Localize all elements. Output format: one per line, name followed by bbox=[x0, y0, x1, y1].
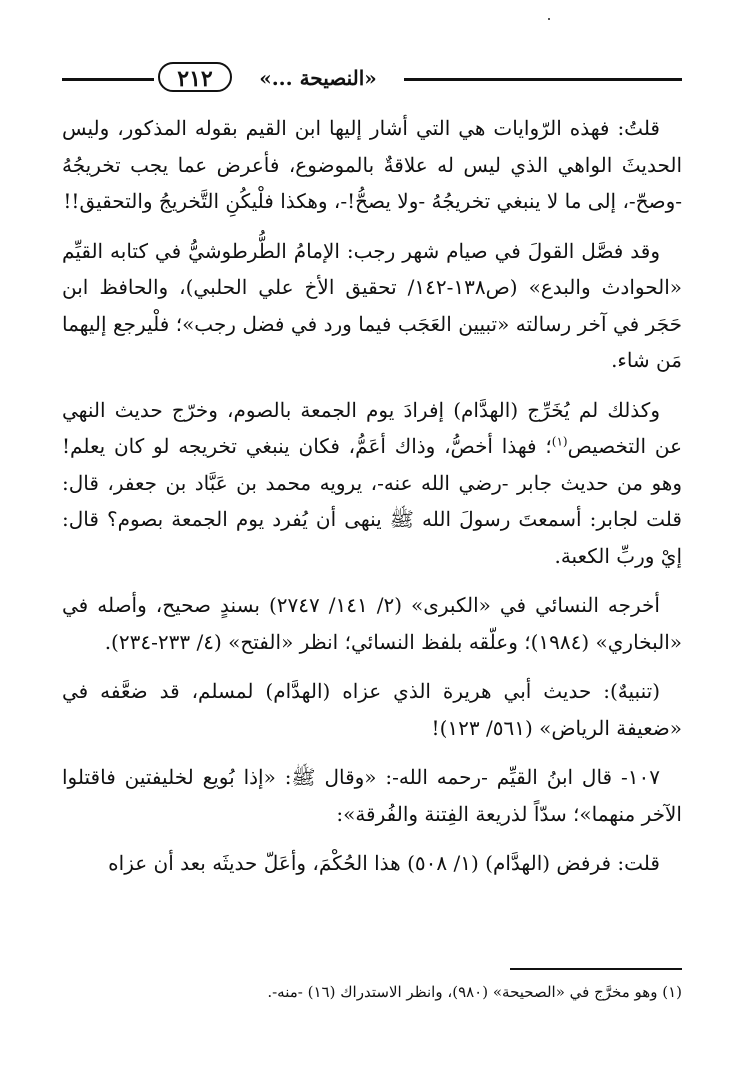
paragraph-2 bbox=[62, 233, 682, 379]
paragraph-3-text-start: وكذلك لم يُخَرِّج (الهدَّام) إفرادَ يوم الجمعة بالصوم، وخرّج حديث النهي عن التخصيص bbox=[62, 397, 682, 458]
paragraph-3 bbox=[62, 392, 682, 575]
running-title: «النصيحة ...» bbox=[259, 66, 377, 90]
page-header bbox=[62, 62, 682, 96]
header-rule-left bbox=[62, 78, 154, 81]
paragraph-2-text: وقد فصَّل القولَ في صيام شهر رجب: الإمامُ الطُّرطوشيُّ في كتابه القيِّم «الحوادث والبدع» (ص١٣٨-١٤٢/ تحقيق الأخ علي الحلبي)، والحافظ ابن حَجَر في آخر رسالته «تبيين العَجَب فيما ورد في فضل رجب»؛ فلْيرجع إليهما مَن شاء. bbox=[62, 238, 682, 372]
paragraph-1-text: قلتُ: فهذه الرّوايات هي التي أشار إليها ابن القيم بقوله المذكور، وليس الحديثَ الواهي الذي ليس له علاقةٌ بالموضوع، فأعرض عما يجب تخريجُهُ -وصحّ-، إلى ما لا ينبغي تخريجُهُ -ولا يصحُّ!-، وهكذا فلْيكُنِ التَّخريجُ والتحقيق!! bbox=[62, 116, 682, 213]
print-speck bbox=[548, 18, 550, 20]
paragraph-5 bbox=[62, 673, 682, 746]
page-number: ٢١٢ bbox=[158, 62, 232, 92]
paragraph-4 bbox=[62, 587, 682, 660]
paragraph-4-text: أخرجه النسائي في «الكبرى» (٢/ ١٤١/ ٢٧٤٧) بسندٍ صحيح، وأصله في «البخاري» (١٩٨٤)؛ وعلّقه بلفظ النسائي؛ انظر «الفتح» (٤/ ٢٣٣-٢٣٤). bbox=[62, 593, 682, 654]
paragraph-7-text: قلت: فرفض (الهدَّام) (١/ ٥٠٨) هذا الحُكْمَ، وأعَلّ حديثَه بعد أن عزاه bbox=[108, 851, 660, 875]
paragraph-3-text-end: ؛ فهذا أخصُّ، وذاك أعَمُّ، فكان ينبغي تخريجه لو كان يعلم! وهو من حديث جابر -رضي الله عنه-، يرويه محمد بن عَبَّاد بن جعفر، قال: قلت لجابر: أسمعتَ رسولَ الله ﷺ ينهى أن يُفرد يوم الجمعة بصوم؟ قال: إيْ وربِّ الكعبة. bbox=[62, 434, 682, 568]
paragraph-7 bbox=[62, 845, 682, 882]
main-text bbox=[62, 110, 682, 895]
footnote-text: (١) وهو مخرَّج في «الصحيحة» (٩٨٠)، وانظر الاستدراك (١٦) -منه-. bbox=[267, 983, 682, 1001]
footnote-reference: (١) bbox=[551, 434, 568, 449]
paragraph-5-text: (تنبيهٌ): حديث أبي هريرة الذي عزاه (الهدَّام) لمسلم، قد ضعَّفه في «ضعيفة الرياض» (٥٦١/ ١٢٣)! bbox=[62, 679, 682, 740]
paragraph-6-text: ١٠٧- قال ابنُ القيِّم -رحمه الله-: «وقال ﷺ: «إذا بُويع لخليفتين فاقتلوا الآخر منهما»؛ سدّاً لذريعة الفِتنة والفُرقة»: bbox=[62, 765, 682, 826]
paragraph-1 bbox=[62, 110, 682, 220]
paragraph-6 bbox=[62, 759, 682, 832]
footnote-separator bbox=[510, 968, 682, 970]
header-rule-right bbox=[404, 78, 682, 81]
